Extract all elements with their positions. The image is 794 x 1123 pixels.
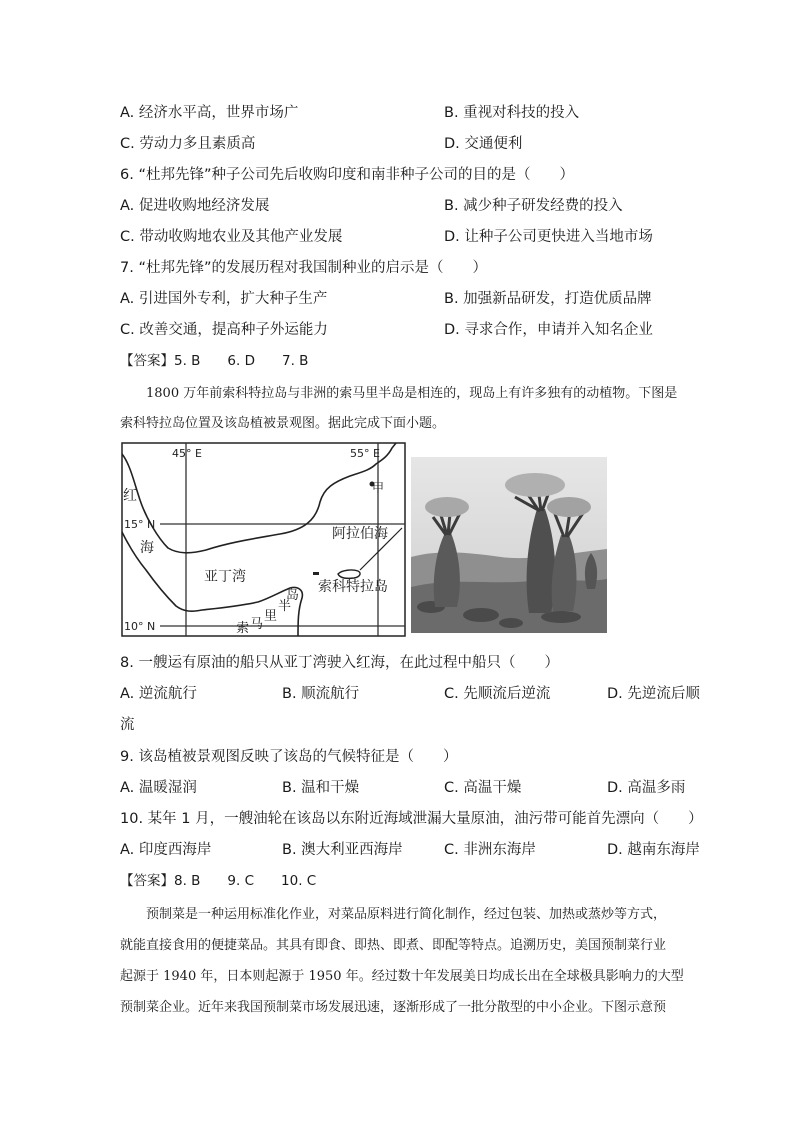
label-gulf-of-aden: 亚丁湾 bbox=[204, 569, 246, 585]
lon-label-45e: 45° E bbox=[172, 447, 202, 460]
label-jia: 甲 bbox=[372, 481, 385, 495]
passage1-line2: 索科特拉岛位置及该岛植被景观图。据此完成下面小题。 bbox=[120, 416, 446, 431]
q8-option-d-wrap: 流 bbox=[120, 717, 135, 733]
label-red-sea-2: 海 bbox=[140, 540, 154, 556]
q10-option-d: D. 越南东海岸 bbox=[607, 842, 700, 858]
q5-option-c: C. 劳动力多且素质高 bbox=[120, 136, 256, 152]
q8-option-d: D. 先逆流后顺 bbox=[607, 686, 700, 702]
vegetation-photo bbox=[411, 457, 607, 633]
socotra-location-map bbox=[120, 442, 407, 638]
passage2-line2: 就能直接食用的便捷菜品。其具有即食、即热、即煮、即配等特点。追溯历史，美国预制菜行业 bbox=[120, 938, 667, 953]
q6-option-b: B. 减少种子研发经费的投入 bbox=[444, 198, 623, 214]
q7-stem: 7. “杜邦先锋”的发展历程对我国制种业的启示是（ ） bbox=[120, 260, 487, 276]
q9-option-c: C. 高温干燥 bbox=[444, 780, 522, 796]
q8-option-b: B. 顺流航行 bbox=[282, 686, 360, 702]
small-island-shape bbox=[313, 572, 319, 575]
label-somali-2: 马 bbox=[250, 617, 264, 632]
q9-stem: 9. 该岛植被景观图反映了该岛的气候特征是（ ） bbox=[120, 749, 458, 765]
label-somali-1: 索 bbox=[236, 621, 250, 636]
q7-option-a: A. 引进国外专利，扩大种子生产 bbox=[120, 291, 328, 307]
q5-option-d: D. 交通便利 bbox=[444, 136, 523, 152]
q7-option-c: C. 改善交通，提高种子外运能力 bbox=[120, 322, 328, 338]
q10-option-a: A. 印度西海岸 bbox=[120, 842, 212, 858]
answer-8-10: 【答案】8. B 9. C 10. C bbox=[120, 873, 317, 889]
q9-option-d: D. 高温多雨 bbox=[607, 780, 686, 796]
q6-option-c: C. 带动收购地农业及其他产业发展 bbox=[120, 229, 343, 245]
passage1-line1: 1800 万年前索科特拉岛与非洲的索马里半岛是相连的，现岛上有许多独有的动植物。下图是 bbox=[146, 386, 678, 401]
label-somali-5: 岛 bbox=[286, 588, 300, 603]
q7-option-d: D. 寻求合作，申请并入知名企业 bbox=[444, 322, 653, 338]
q5-option-a: A. 经济水平高，世界市场广 bbox=[120, 105, 299, 121]
q8-option-a: A. 逆流航行 bbox=[120, 686, 197, 702]
q10-option-b: B. 澳大利亚西海岸 bbox=[282, 842, 403, 858]
label-somali-3: 里 bbox=[264, 609, 278, 624]
q7-option-b: B. 加强新品研发，打造优质品牌 bbox=[444, 291, 652, 307]
q9-option-a: A. 温暖湿润 bbox=[120, 780, 197, 796]
q6-option-d: D. 让种子公司更快进入当地市场 bbox=[444, 229, 653, 245]
lat-label-15n: 15° N bbox=[124, 518, 156, 531]
passage2-line1: 预制菜是一种运用标准化作业，对菜品原料进行简化制作，经过包装、加热或蒸炒等方式， bbox=[146, 907, 667, 922]
label-arabian-sea: 阿拉伯海 bbox=[332, 526, 388, 542]
q8-option-c: C. 先顺流后逆流 bbox=[444, 686, 551, 702]
q5-option-b: B. 重视对科技的投入 bbox=[444, 105, 580, 121]
lat-label-10n: 10° N bbox=[124, 620, 156, 633]
passage2-line3: 起源于 1940 年，日本则起源于 1950 年。经过数十年发展美日均成长出在全球极具影响力的大型 bbox=[120, 969, 684, 984]
label-socotra: 索科特拉岛 bbox=[318, 579, 388, 595]
lon-label-55e: 55° E bbox=[350, 447, 380, 460]
label-somali-4: 半 bbox=[278, 599, 292, 614]
label-red-sea-1: 红 bbox=[123, 488, 137, 504]
q6-option-a: A. 促进收购地经济发展 bbox=[120, 198, 270, 214]
q6-stem: 6. “杜邦先锋”种子公司先后收购印度和南非种子公司的目的是（ ） bbox=[120, 167, 574, 183]
passage2-line4: 预制菜企业。近年来我国预制菜市场发展迅速，逐渐形成了一批分散型的中小企业。下图示意预 bbox=[120, 1000, 667, 1015]
q10-stem: 10. 某年 1 月，一艘油轮在该岛以东附近海域泄漏大量原油，油污带可能首先漂向（ ） bbox=[120, 811, 703, 827]
answer-5-7: 【答案】5. B 6. D 7. B bbox=[120, 353, 309, 369]
q9-option-b: B. 温和干燥 bbox=[282, 780, 360, 796]
socotra-island-shape bbox=[338, 570, 360, 578]
q10-option-c: C. 非洲东海岸 bbox=[444, 842, 536, 858]
q8-stem: 8. 一艘运有原油的船只从亚丁湾驶入红海，在此过程中船只（ ） bbox=[120, 655, 559, 671]
